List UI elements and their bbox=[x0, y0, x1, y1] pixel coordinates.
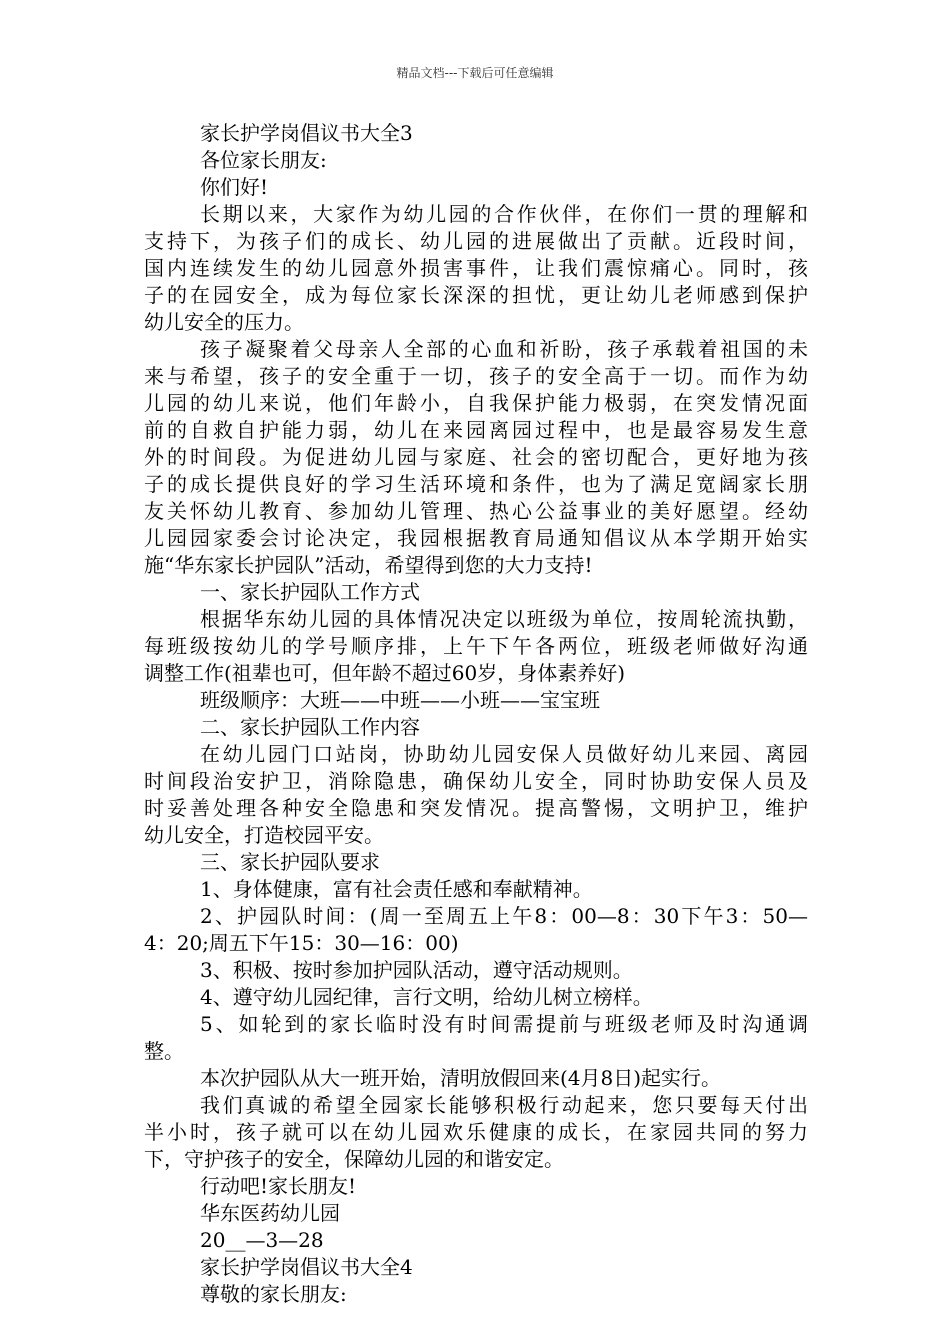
text-line: 三、家长护园队要求 bbox=[200, 850, 380, 874]
text-line: 1、身体健康，富有社会责任感和奉献精神。 bbox=[200, 877, 593, 901]
text-line: 长期以来，大家作为幼儿园的合作伙伴，在你们一贯的理解和 bbox=[200, 202, 808, 226]
text-line: 家长护学岗倡议书大全3 bbox=[200, 121, 413, 145]
text-line: 你们好! bbox=[200, 175, 269, 199]
text-line: 前的自救自护能力弱，幼儿在来园离园过程中，也是最容易发生意 bbox=[144, 418, 808, 442]
text-line: 我们真诚的希望全园家长能够积极行动起来，您只要每天付出 bbox=[200, 1093, 808, 1117]
text-line: 半小时，孩子就可以在幼儿园欢乐健康的成长，在家园共同的努力 bbox=[144, 1120, 808, 1144]
text-line: 外的时间段。为促进幼儿园与家庭、社会的密切配合，更好地为孩 bbox=[144, 445, 808, 469]
text-line: 调整工作(祖辈也可，但年龄不超过60岁，身体素养好) bbox=[144, 661, 626, 685]
text-line: 整。 bbox=[144, 1039, 184, 1063]
text-line: 4：20;周五下午15：30—16：00) bbox=[144, 931, 459, 955]
text-line: 国内连续发生的幼儿园意外损害事件，让我们震惊痛心。同时，孩 bbox=[144, 256, 808, 280]
text-line: 时妥善处理各种安全隐患和突发情况。提高警惕，文明护卫，维护 bbox=[144, 796, 808, 820]
text-line: 5、如轮到的家长临时没有时间需提前与班级老师及时沟通调 bbox=[200, 1012, 808, 1036]
text-line: 二、家长护园队工作内容 bbox=[200, 715, 420, 739]
text-line: 在幼儿园门口站岗，协助幼儿园安保人员做好幼儿来园、离园 bbox=[200, 742, 808, 766]
text-line: 3、积极、按时参加护园队活动，遵守活动规则。 bbox=[200, 958, 633, 982]
page-header: 精品文档---下载后可任意编辑 bbox=[396, 66, 554, 80]
text-line: 下，守护孩子的安全，保障幼儿园的和谐安定。 bbox=[144, 1147, 564, 1171]
text-line: 华东医药幼儿园 bbox=[200, 1201, 340, 1225]
text-line: 友关怀幼儿教育、参加幼儿管理、热心公益事业的美好愿望。经幼 bbox=[144, 499, 808, 523]
text-line: 尊敬的家长朋友: bbox=[200, 1282, 347, 1306]
text-line: 幼儿安全的压力。 bbox=[144, 310, 304, 334]
text-line: 施“华东家长护园队”活动，希望得到您的大力支持! bbox=[144, 553, 593, 577]
text-line: 子的在园安全，成为每位家长深深的担忧，更让幼儿老师感到保护 bbox=[144, 283, 808, 307]
text-line: 2、护园队时间：(周一至周五上午8：00—8：30下午3：50— bbox=[200, 904, 808, 928]
text-line: 每班级按幼儿的学号顺序排，上午下午各两位，班级老师做好沟通 bbox=[144, 634, 808, 658]
text-line: 儿园的幼儿来说，他们年龄小，自我保护能力极弱，在突发情况面 bbox=[144, 391, 808, 415]
text-line: 班级顺序：大班——中班——小班——宝宝班 bbox=[200, 688, 600, 712]
text-line: 支持下，为孩子们的成长、幼儿园的进展做出了贡献。近段时间， bbox=[144, 229, 808, 253]
text-line: 本次护园队从大一班开始，清明放假回来(4月8日)起实行。 bbox=[200, 1066, 722, 1090]
text-line: 子的成长提供良好的学习生活环境和条件，也为了满足宽阔家长朋 bbox=[144, 472, 808, 496]
text-line: 来与希望，孩子的安全重于一切，孩子的安全高于一切。而作为幼 bbox=[144, 364, 808, 388]
text-line: 家长护学岗倡议书大全4 bbox=[200, 1255, 413, 1279]
text-line: 儿园园家委会讨论决定，我园根据教育局通知倡议从本学期开始实 bbox=[144, 526, 808, 550]
text-line: 时间段治安护卫，消除隐患，确保幼儿安全，同时协助安保人员及 bbox=[144, 769, 808, 793]
text-line: 各位家长朋友: bbox=[200, 148, 327, 172]
text-line: 幼儿安全，打造校园平安。 bbox=[144, 823, 384, 847]
text-line: 4、遵守幼儿园纪律，言行文明，给幼儿树立榜样。 bbox=[200, 985, 653, 1009]
document-body bbox=[144, 120, 808, 1308]
text-line: 一、家长护园队工作方式 bbox=[200, 580, 420, 604]
text-line: 20__—3—28 bbox=[200, 1228, 324, 1252]
text-line: 行动吧!家长朋友! bbox=[200, 1174, 357, 1198]
text-line: 根据华东幼儿园的具体情况决定以班级为单位，按周轮流执勤， bbox=[200, 607, 808, 631]
text-line: 孩子凝聚着父母亲人全部的心血和祈盼，孩子承载着祖国的未 bbox=[200, 337, 808, 361]
